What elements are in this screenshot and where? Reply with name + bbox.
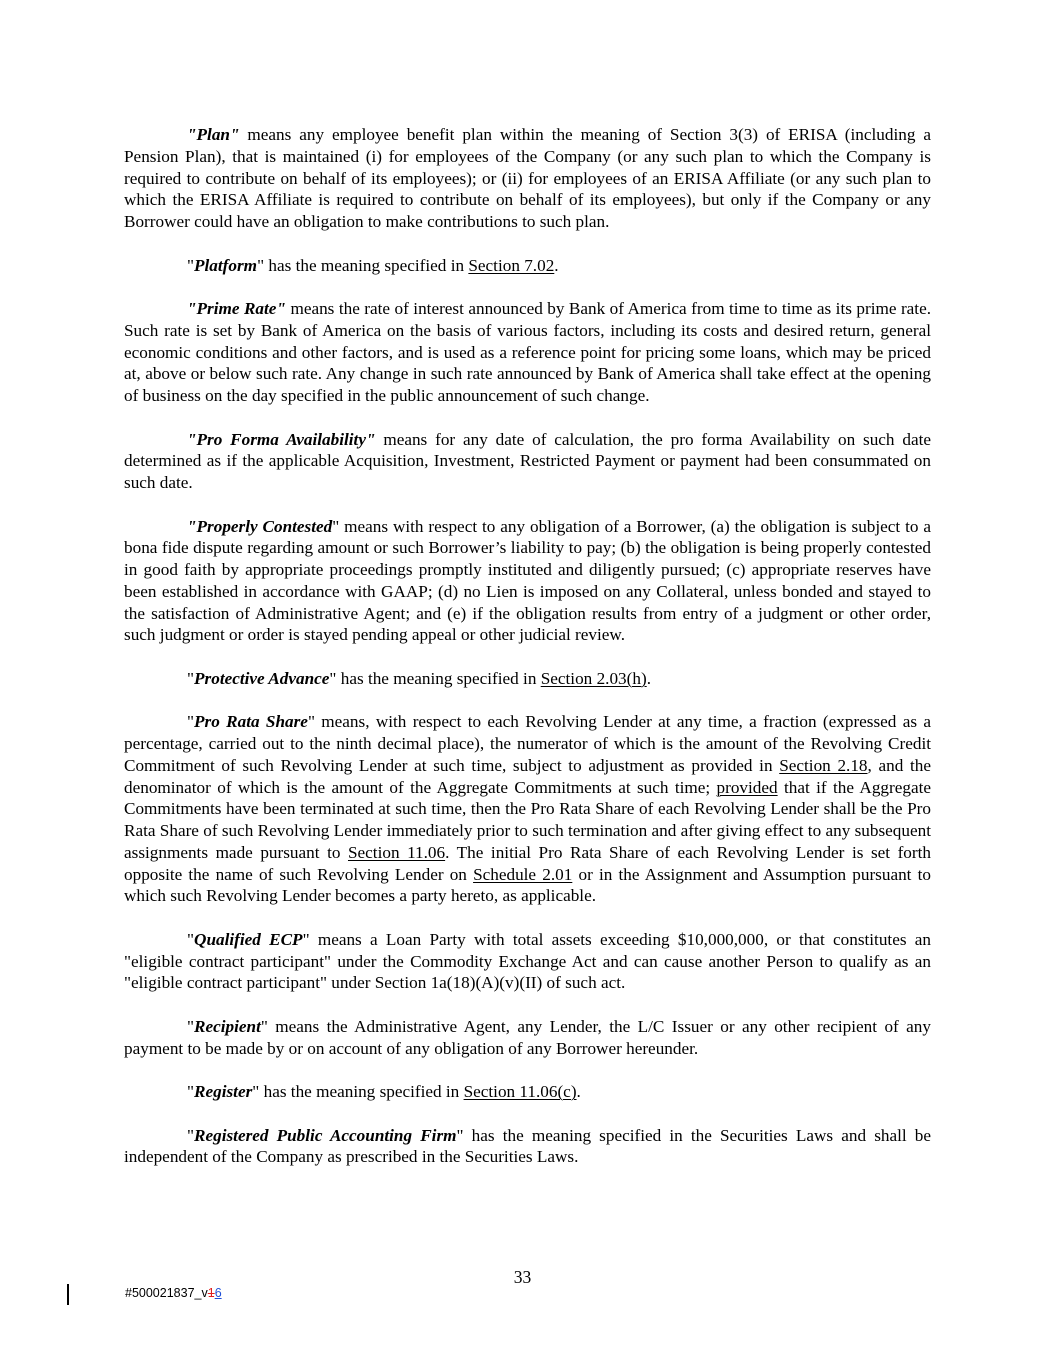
definition-protective-advance [124,668,931,690]
defined-term: Recipient [194,1016,261,1036]
definition-registered-public-accounting-firm [124,1125,931,1169]
defined-term: Platform [194,255,258,275]
document-id [125,1285,222,1301]
section-reference: Section 2.03(h) [540,668,647,688]
definition-plan [124,124,931,233]
definition-properly-contested [124,516,931,647]
defined-term: Protective Advance [194,668,330,688]
section-reference: Section 11.06 [347,842,446,862]
defined-term: "Properly Contested [187,516,333,536]
definition-text: " [187,712,195,732]
definition-text: " has the meaning specified in [252,1082,464,1101]
definition-text: " means, with respect to each Revolving Lender at any time, a fraction (expressed as a percentage, carried out to the ninth decimal place), the numerator of which is the amount of the Revolving Credit Commitment of such Revolving Lender at such time, subject to adjustment as provided in [124,712,931,775]
section-reference: Section 7.02 [468,255,555,275]
defined-term: Qualified ECP [194,929,303,949]
page-number: 33 [513,1267,532,1287]
definition-text: " [187,668,195,688]
definition-text: " has the meaning specified in [329,668,541,688]
section-reference: Section 2.18 [779,755,868,775]
definition-text: means the rate of interest announced by Bank of America from time to time as its prime rate. Such rate is set by Bank of America on the basis of various factors, including its costs and desired return, general economic conditions and other factors, and is used as a reference point for pricing some loans, which may be priced at, above or below such rate. Any change in such rate announced by Bank of America shall take effect at the opening of business on the day specified in the public announcement of such change. [124,299,932,405]
document-id-prefix: #500021837_v [125,1286,208,1300]
definition-text: . [576,1082,581,1101]
definition-text: " means a Loan Party with total assets exceeding $10,000,000, or that constitutes an "eligible contract participant" under the Commodity Exchange Act and can cause another Person to qualify as an "eligible contract participant" under Section 1a(18)(A)(v)(II) of such act. [124,929,931,993]
definition-text: " has the meaning specified in the Securities Laws and shall be independent of the Company as prescribed in the Securities Laws. [124,1125,932,1167]
defined-term: Register [194,1082,253,1101]
definition-text: " [187,1082,195,1101]
proviso-reference: provided [716,777,778,797]
definition-text: " means with respect to any obligation of a Borrower, (a) the obligation is subject to a bona fide dispute regarding amount or such Borrower’s liability to pay; (b) the obligation is being properly contested in good faith by appropriate proceedings promptly instituted and diligently pursued; (c) appropriate reserves have been established in accordance with GAAP; (d) no Lien is imposed on any Collateral, unless bonded and stayed to the satisfaction of Administrative Agent; and (e) if the obligation results from entry of a judgment or other order, such judgment or order is stayed pending appeal or other judicial review. [124,516,931,645]
defined-term: "Pro Forma Availability" [187,429,376,449]
definition-qualified-ecp [124,929,931,994]
deleted-version-mark: 1 [207,1286,215,1300]
definition-text: , and the denominator of which is the amount of the Aggregate Commitments at such time; [124,755,931,797]
schedule-reference: Schedule 2.01 [473,864,573,884]
definition-text: " has the meaning specified in [257,255,469,275]
definition-text: . [554,255,559,275]
definition-pro-rata-share [124,711,931,907]
definition-platform [124,255,931,277]
revision-change-bar [67,1284,69,1305]
document-body [124,124,931,1190]
defined-term: "Prime Rate" [187,299,286,318]
definition-text: . [646,668,651,688]
defined-term: Pro Rata Share [194,712,308,732]
definition-text: or in the Assignment and Assumption pursuant to which such Revolving Lender becomes a party hereto, as applicable. [124,864,931,906]
defined-term: Registered Public Accounting Firm [194,1125,457,1145]
definition-pro-forma-availability [124,429,931,494]
definition-text: " means the Administrative Agent, any Lender, the L/C Issuer or any other recipient of any payment to be made by or on account of any obligation of any Borrower hereunder. [124,1016,931,1058]
definition-register [124,1081,931,1103]
section-reference: Section 11.06(c) [463,1082,577,1101]
definition-recipient [124,1016,931,1060]
definition-text: " [187,1125,195,1145]
definition-prime-rate [124,298,931,407]
definition-text: . The initial Pro Rata Share of each Revolving Lender is set forth opposite the name of such Revolving Lender on [124,842,931,884]
inserted-version-mark: 6 [214,1286,222,1300]
definition-text: " [187,255,195,275]
definition-text: " [187,929,195,949]
definition-text: means any employee benefit plan within the meaning of Section 3(3) of ERISA (including a Pension Plan), that is maintained (i) for employees of the Company (or any such plan to which the Company is required to contribute on behalf of its employees); or (ii) for employees of an ERISA Affiliate (or any such plan to which the ERISA Affiliate is required to contribute on behalf of its employees), but only if the Company or any Borrower could have an obligation to make contributions to such plan. [124,125,931,231]
definition-text: means for any date of calculation, the pro forma Availability on such date determined as if the applicable Acquisition, Investment, Restricted Payment or payment had been consummated on such date. [124,429,931,492]
definition-text: " [187,1016,195,1036]
defined-term: "Plan" [187,125,240,144]
definition-text: that if the Aggregate Commitments have been terminated at such time, then the Pro Rata Share of each Revolving Lender shall be the Pro Rata Share of such Revolving Lender immediately prior to such termination and after giving effect to any subsequent assignments made pursuant to [124,777,931,862]
